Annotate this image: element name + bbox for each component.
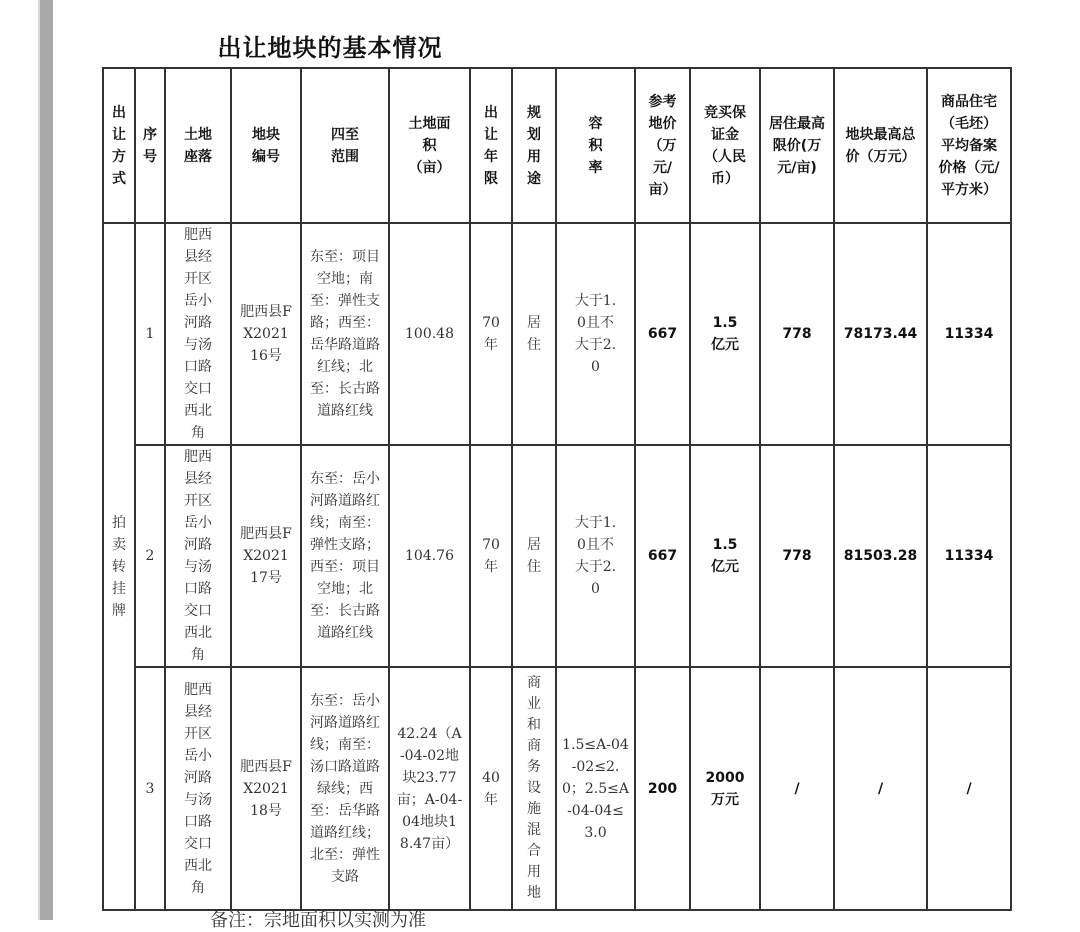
cell-location: 肥西县经开区岳小河路与汤口路交口西北角	[165, 445, 231, 667]
cell-max-total-price: /	[834, 667, 927, 910]
header-area: 土地面积（亩）	[389, 68, 470, 223]
cell-parcel-id: 肥西县FX2021 17号	[231, 445, 301, 667]
header-avg-filing-price: 商品住宅（毛坯）平均备案价格（元/平方米）	[927, 68, 1011, 223]
cell-term: 40年	[470, 667, 512, 910]
cell-max-unit-price: 778	[760, 223, 834, 445]
cell-use: 居住	[512, 445, 556, 667]
table-row	[103, 445, 1011, 667]
header-ref-price: 参考地价（万元/亩）	[635, 68, 690, 223]
header-no: 序号	[135, 68, 165, 223]
cell-far: 大于1.0且不大于2.0	[556, 223, 635, 445]
cell-ref-price: 667	[635, 223, 690, 445]
document-title: 出让地块的基本情况	[217, 34, 443, 62]
cell-area: 104.76	[389, 445, 470, 667]
cell-boundaries: 东至：岳小河路道路红线；南至：汤口路道路绿线；西至：岳华路道路红线；北至：弹性支路	[301, 667, 389, 910]
transfer-method-cell: 拍卖转挂牌	[103, 223, 135, 910]
header-max-total-price: 地块最高总价（万元）	[834, 68, 927, 223]
cell-location: 肥西县经开区岳小河路与汤口路交口西北角	[165, 667, 231, 910]
footnote: 备注：宗地面积以实测为准	[210, 910, 426, 931]
cell-area: 100.48	[389, 223, 470, 445]
table-row	[103, 223, 1011, 445]
cell-no: 2	[135, 445, 165, 667]
cell-location: 肥西县经开区岳小河路与汤口路交口西北角	[165, 223, 231, 445]
cell-boundaries: 东至：项目空地；南至：弹性支路；西至：岳华路道路红线；北至：长古路道路红线	[301, 223, 389, 445]
header-deposit: 竞买保证金（人民币）	[690, 68, 760, 223]
cell-use: 商业和商务设施混合用地	[512, 667, 556, 910]
cell-parcel-id: 肥西县FX2021 16号	[231, 223, 301, 445]
cell-ref-price: 200	[635, 667, 690, 910]
cell-term: 70年	[470, 445, 512, 667]
header-parcel-id: 地块编号	[231, 68, 301, 223]
header-location: 土地座落	[165, 68, 231, 223]
cell-max-unit-price: /	[760, 667, 834, 910]
cell-parcel-id: 肥西县FX2021 18号	[231, 667, 301, 910]
header-term: 出让年限	[470, 68, 512, 223]
cell-use: 居住	[512, 223, 556, 445]
cell-area: 42.24（A-04-02地块23.77亩；A-04-04地块18.47亩）	[389, 667, 470, 910]
page-scroll-gutter	[40, 0, 53, 920]
cell-deposit: 1.5亿元	[690, 223, 760, 445]
header-use: 规划用途	[512, 68, 556, 223]
cell-far: 1.5≤A-04-02≤2.0；2.5≤A-04-04≤3.0	[556, 667, 635, 910]
cell-max-total-price: 81503.28	[834, 445, 927, 667]
cell-no: 1	[135, 223, 165, 445]
cell-avg-filing-price: /	[927, 667, 1011, 910]
header-row	[103, 68, 1011, 223]
parcel-table	[102, 67, 1012, 911]
header-transfer-method: 出让方式	[103, 68, 135, 223]
table-row	[103, 667, 1011, 910]
cell-no: 3	[135, 667, 165, 910]
cell-ref-price: 667	[635, 445, 690, 667]
header-far: 容积率	[556, 68, 635, 223]
cell-avg-filing-price: 11334	[927, 445, 1011, 667]
cell-max-unit-price: 778	[760, 445, 834, 667]
cell-boundaries: 东至：岳小河路道路红线；南至：弹性支路；西至：项目空地；北至：长古路道路红线	[301, 445, 389, 667]
header-max-unit-price: 居住最高限价(万元/亩)	[760, 68, 834, 223]
header-boundaries: 四至范围	[301, 68, 389, 223]
cell-deposit: 1.5亿元	[690, 445, 760, 667]
cell-avg-filing-price: 11334	[927, 223, 1011, 445]
cell-term: 70年	[470, 223, 512, 445]
cell-deposit: 2000万元	[690, 667, 760, 910]
cell-max-total-price: 78173.44	[834, 223, 927, 445]
cell-far: 大于1.0且不大于2.0	[556, 445, 635, 667]
